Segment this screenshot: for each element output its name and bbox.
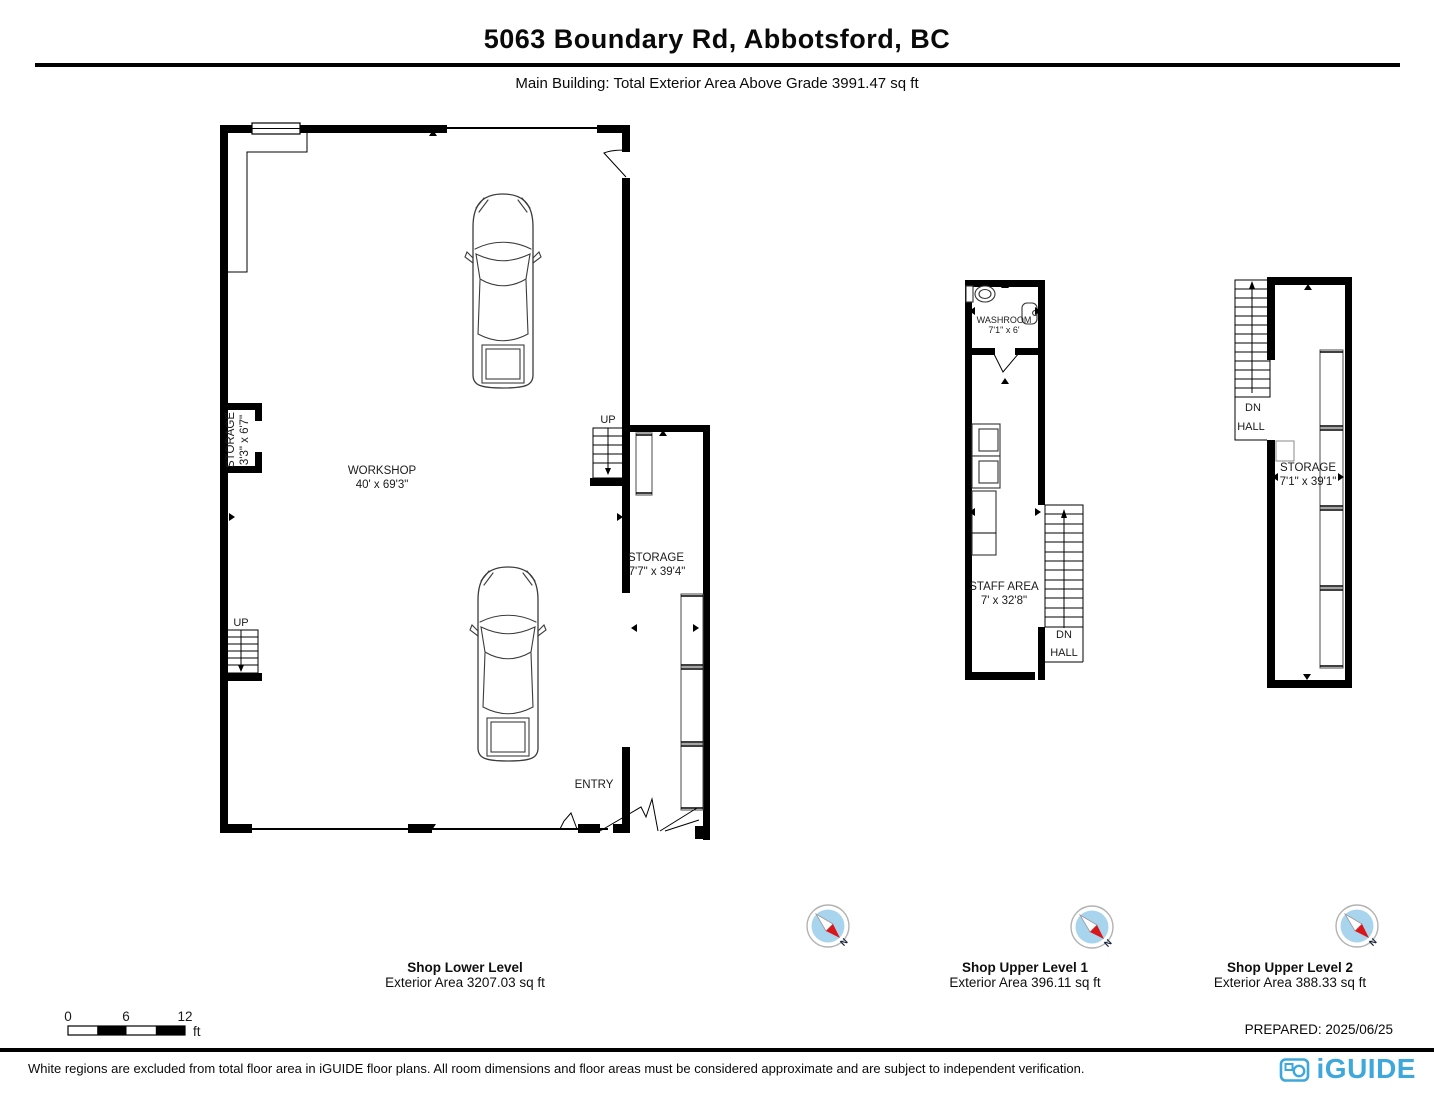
plan-shop-upper-level-2 [1235,277,1352,688]
scale-tick-0: 0 [64,1009,72,1024]
compass-upper-level-2 [1336,905,1379,948]
plan-shop-lower-level [220,123,710,840]
stairs-up-middle [593,428,623,478]
storage-entry-square [1276,441,1294,461]
caption-shop-upper-level-1 [895,960,1155,990]
window [252,123,300,134]
iguide-logo [1279,1053,1416,1085]
prepared-date: PREPARED: 2025/06/25 [1244,1022,1393,1037]
iguide-brand-text: iGUIDE [1316,1053,1416,1084]
staff-appliances [972,424,1000,555]
upper2-hall-label: HALL [1237,421,1265,433]
caption-shop-upper-level-2 [1160,960,1420,990]
upper2-shelving [1320,350,1343,668]
caption-upper1-area: Exterior Area 396.11 sq ft [949,975,1101,990]
page-subtitle: Main Building: Total Exterior Area Above Grade 3991.47 sq ft [515,75,919,92]
compass-upper-level-1 [1071,906,1114,949]
workshop-dims: 40' x 69'3" [355,479,409,491]
staff-area-label: STAFF AREA [969,581,1039,593]
stairs-dn-upper2 [1235,280,1270,440]
footer-divider [0,1048,1434,1052]
caption-lower-title: Shop Lower Level [407,960,523,975]
caption-upper2-area: Exterior Area 388.33 sq ft [1213,975,1367,990]
caption-upper2-title: Shop Upper Level 2 [1226,960,1354,975]
iguide-camera-icon [1279,1056,1311,1083]
storage-right-label: STORAGE [627,552,685,564]
washroom-dims: 7'1" x 6' [988,325,1020,335]
storage-right-dims: 7'7" x 39'4" [628,566,686,578]
overhead-outline [228,133,307,272]
vehicle-truck-2 [470,567,546,761]
page-title: 5063 Boundary Rd, Abbotsford, BC [483,24,951,54]
upper2-dn-label: DN [1245,402,1261,414]
upper1-hall-label: HALL [1050,647,1078,659]
storage-left-label: STORAGE [225,411,237,469]
scale-tick-12: 12 [177,1009,193,1024]
toilet [966,286,995,302]
upper2-storage-dims: 7'1" x 39'1" [1279,476,1337,488]
compass-lower-level [807,905,850,948]
entry-label: ENTRY [574,779,614,791]
scale-tick-6: 6 [122,1009,130,1024]
upper2-storage-label: STORAGE [1279,462,1337,474]
stairs-up-left-label: UP [233,617,249,629]
workshop-label: WORKSHOP [347,465,417,477]
door-swing [604,150,626,177]
staff-area-dims: 7' x 32'8" [980,595,1028,607]
caption-shop-lower-level [335,960,595,990]
washroom-label: WASHROOM [976,315,1032,325]
caption-lower-area: Exterior Area 3207.03 sq ft [385,975,545,990]
stairs-up-left [225,630,258,673]
storage-left-dims: 3'3" x 6'7" [239,414,251,466]
stairs-up-middle-label: UP [600,414,616,426]
footer-disclaimer: White regions are excluded from total floor area in iGUIDE floor plans. All room dimensions and floor areas must be considered approximate and are subject to independent verification. [28,1061,1085,1076]
upper1-dn-label: DN [1056,629,1072,641]
vehicle-truck-1 [465,194,541,388]
scale-unit-label: ft [193,1024,201,1039]
plan-shop-upper-level-1 [965,280,1083,680]
caption-upper1-title: Shop Upper Level 1 [961,960,1089,975]
floor-plan-canvas: N UP UP WORKSHOP 40' x 69'3" STORAGE 7'7" x 39'4" ENTRY STORAGE 3'3" x 6'7" WASHROOM 7'1" x 6' STAFF AREA 7' x 32'8" DN HALL STORAGE 7'1" x 39'1" DN HALL 0 6 12 ft [0,0,1434,1108]
scale-bar [64,1009,201,1039]
storage-shelving [636,433,703,810]
